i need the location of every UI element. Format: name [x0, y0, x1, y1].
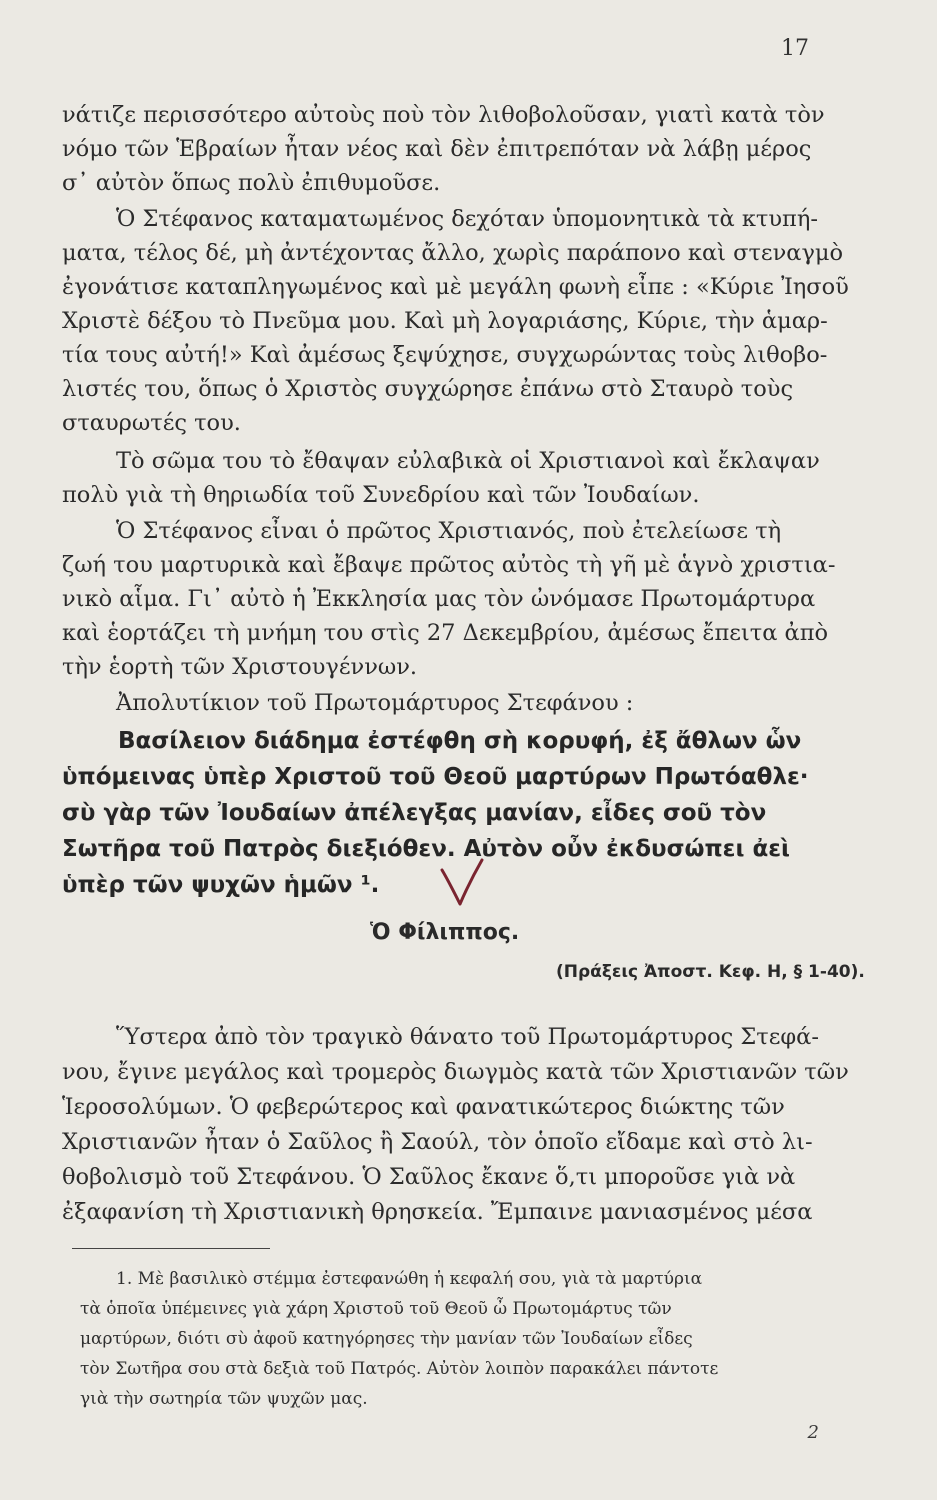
section-line: Ὕστερα ἀπὸ τὸν τραγικὸ θάνατο τοῦ Πρωτομάρτυρος Στεφά-: [116, 1024, 819, 1050]
apolytikion-title: Ἀπολυτίκιον τοῦ Πρωτομάρτυρος Στεφάνου :: [116, 690, 634, 716]
hymn-line: ὑπὲρ τῶν ψυχῶν ἡμῶν ¹.: [62, 872, 380, 898]
section-heading: Ὁ Φίλιππος.: [370, 920, 520, 945]
body-line: νικὸ αἷμα. Γι᾽ αὐτὸ ἡ Ἐκκλησία μας τὸν ὠνόμασε Πρωτομάρτυρα: [62, 586, 816, 612]
body-line: Τὸ σῶμα του τὸ ἔθαψαν εὐλαβικὰ οἱ Χριστιανοὶ καὶ ἔκλαψαν: [116, 448, 820, 474]
body-line: Ὁ Στέφανος καταματωμένος δεχόταν ὑπομονητικὰ τὰ κτυπή-: [116, 206, 818, 232]
hymn-line: Βασίλειον διάδημα ἐστέφθη σὴ κορυφή, ἐξ ἄθλων ὧν: [118, 728, 802, 754]
hymn-line: σὺ γὰρ τῶν Ἰουδαίων ἀπέλεγξας μανίαν, εἶδες σοῦ τὸν: [62, 800, 767, 826]
page-number: 17: [781, 36, 809, 61]
section-line: θοβολισμὸ τοῦ Στεφάνου. Ὁ Σαῦλος ἔκανε ὅ,τι μποροῦσε γιὰ νὰ: [62, 1164, 796, 1190]
body-line: ἐγονάτισε καταπληγωμένος καὶ μὲ μεγάλη φωνὴ εἶπε : «Κύριε Ἰησοῦ: [62, 274, 849, 300]
body-line: νόμο τῶν Ἑβραίων ἦταν νέος καὶ δὲν ἐπιτρεπόταν νὰ λάβῃ μέρος: [62, 136, 812, 162]
footnote-line: γιὰ τὴν σωτηρία τῶν ψυχῶν μας.: [80, 1389, 368, 1409]
body-line: σ᾽ αὐτὸν ὅπως πολὺ ἐπιθυμοῦσε.: [62, 170, 441, 196]
section-line: Χριστιανῶν ἦταν ὁ Σαῦλος ἢ Σαούλ, τὸν ὁποῖο εἴδαμε καὶ στὸ λι-: [62, 1129, 813, 1155]
check-mark-icon: [438, 856, 486, 908]
footnote-line: μαρτύρων, διότι σὺ ἀφοῦ κατηγόρησες τὴν μανίαν τῶν Ἰουδαίων εἶδες: [80, 1329, 693, 1349]
body-line: τία τους αὐτή!» Καὶ ἀμέσως ξεψύχησε, συγχωρώντας τοὺς λιθοβο-: [62, 342, 828, 368]
body-line: Χριστὲ δέξου τὸ Πνεῦμα μου. Καὶ μὴ λογαριάσης, Κύριε, τὴν ἁμαρ-: [62, 308, 828, 334]
body-line: σταυρωτές του.: [62, 410, 241, 436]
footnote-divider: [72, 1248, 270, 1249]
body-line: πολὺ γιὰ τὴ θηριωδία τοῦ Συνεδρίου καὶ τῶν Ἰουδαίων.: [62, 482, 700, 508]
body-line: νάτιζε περισσότερο αὐτοὺς ποὺ τὸν λιθοβολοῦσαν, γιατὶ κατὰ τὸν: [62, 102, 825, 128]
section-line: ἐξαφανίση τὴ Χριστιανικὴ θρησκεία. Ἔμπαινε μανιασμένος μέσα: [62, 1199, 813, 1225]
body-line: λιστές του, ὅπως ὁ Χριστὸς συγχώρησε ἐπάνω στὸ Σταυρὸ τοὺς: [62, 376, 794, 402]
section-line: Ἱεροσολύμων. Ὁ φεβερώτερος καὶ φανατικώτερος διώκτης τῶν: [62, 1094, 785, 1120]
body-line: τὴν ἑορτὴ τῶν Χριστουγέννων.: [62, 654, 418, 680]
body-line: ζωή του μαρτυρικὰ καὶ ἔβαψε πρῶτος αὐτὸς τὴ γῆ μὲ ἁγνὸ χριστια-: [62, 552, 836, 578]
body-line: ματα, τέλος δέ, μὴ ἀντέχοντας ἄλλο, χωρὶς παράπονο καὶ στεναγμὸ: [62, 240, 844, 266]
signature-mark: 2: [807, 1422, 819, 1443]
footnote-line: 1. Μὲ βασιλικὸ στέμμα ἐστεφανώθη ἡ κεφαλή σου, γιὰ τὰ μαρτύρια: [116, 1269, 703, 1289]
footnote-line: τὸν Σωτῆρα σου στὰ δεξιὰ τοῦ Πατρός. Αὐτὸν λοιπὸν παρακάλει πάντοτε: [80, 1359, 719, 1379]
hymn-line: ὑπόμεινας ὑπὲρ Χριστοῦ τοῦ Θεοῦ μαρτύρων Πρωτόαθλε·: [62, 764, 809, 790]
body-line: καὶ ἑορτάζει τὴ μνήμη του στὶς 27 Δεκεμβρίου, ἀμέσως ἔπειτα ἀπὸ: [62, 620, 829, 646]
hymn-line: Σωτῆρα τοῦ Πατρὸς διεξιόθεν. Αὐτὸν οὖν ἐκδυσώπει ἀεὶ: [62, 836, 791, 862]
section-line: νου, ἔγινε μεγάλος καὶ τρομερὸς διωγμὸς κατὰ τῶν Χριστιανῶν τῶν: [62, 1059, 849, 1085]
body-line: Ὁ Στέφανος εἶναι ὁ πρῶτος Χριστιανός, ποὺ ἐτελείωσε τὴ: [116, 518, 782, 544]
footnote-line: τὰ ὁποῖα ὑπέμεινες γιὰ χάρη Χριστοῦ τοῦ Θεοῦ ὦ Πρωτομάρτυς τῶν: [80, 1299, 672, 1319]
section-reference: (Πράξεις Ἀποστ. Κεφ. Η, § 1-40).: [556, 962, 865, 982]
